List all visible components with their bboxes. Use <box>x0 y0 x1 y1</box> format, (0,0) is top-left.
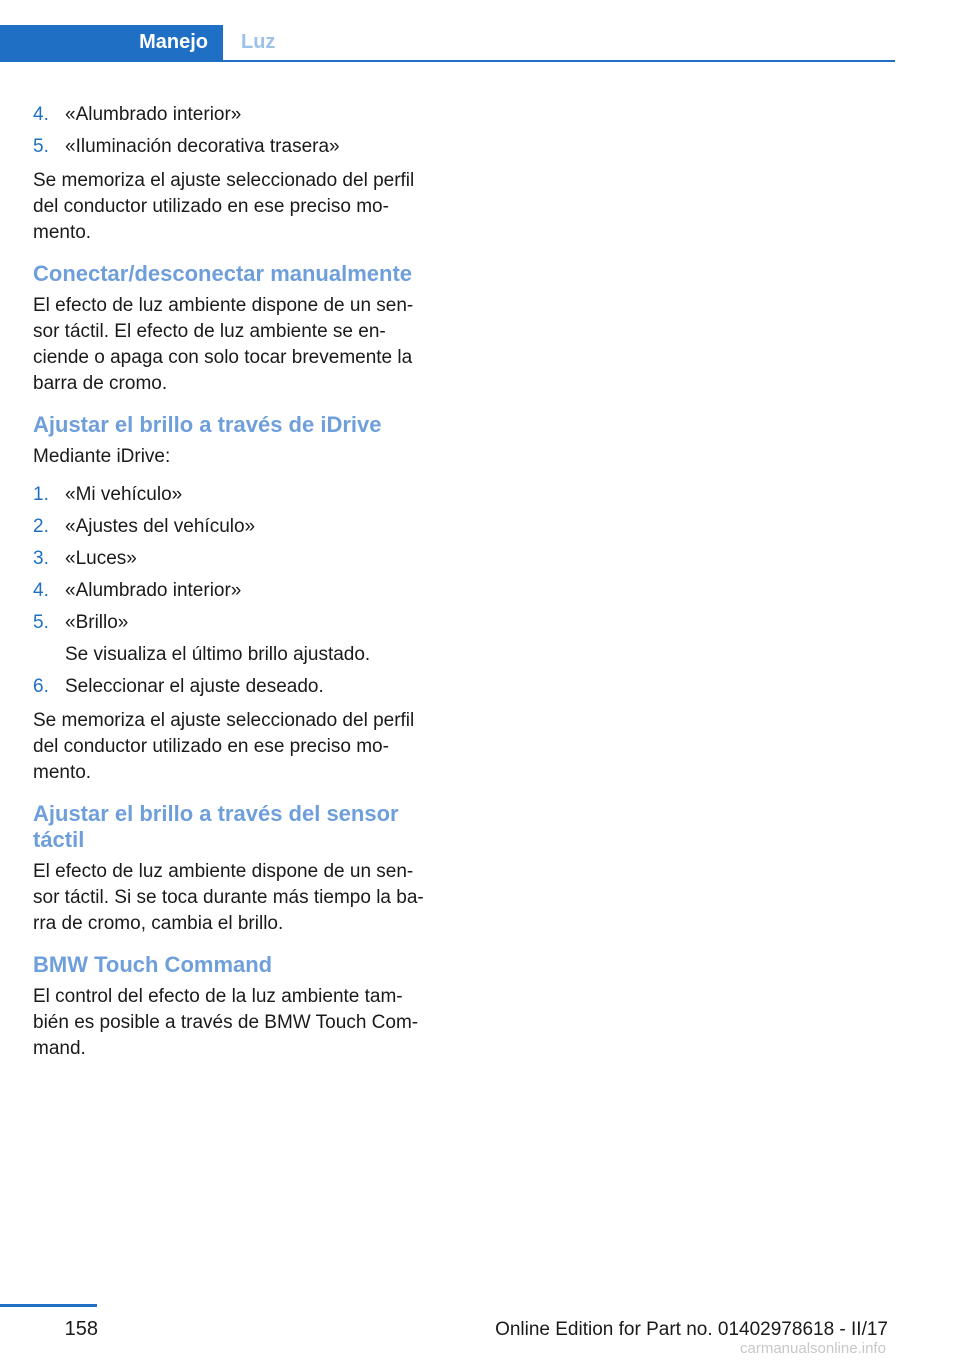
paragraph-sensor: El efecto de luz ambiente dispone de un sen- sor táctil. Si se toca durante más tiempo la ba- rra de cromo, cambia el brillo. <box>33 861 424 934</box>
header-divider <box>0 60 895 62</box>
list-item <box>33 102 443 134</box>
list-text: «Mi vehículo» <box>65 484 183 505</box>
heading-touch-command: BMW Touch Command <box>33 952 273 977</box>
list-number: 1. <box>33 484 49 505</box>
list-text: Seleccionar el ajuste deseado. <box>65 676 324 697</box>
list-item <box>33 546 443 578</box>
paragraph-memorize-1: Se memoriza el ajuste seleccionado del perfil del conductor utilizado en ese preciso mo- mento. <box>33 170 415 243</box>
list-number: 2. <box>33 516 49 537</box>
list-number: 5. <box>33 136 49 157</box>
list-text: «Luces» <box>65 548 137 569</box>
tab-manejo-label: Manejo <box>139 31 208 53</box>
tab-manejo[interactable] <box>0 25 223 60</box>
list-number: 4. <box>33 104 49 125</box>
main-content <box>33 102 443 1062</box>
paragraph-touch-command: El control del efecto de la luz ambiente tam- bién es posible a través de BMW Touch Com- mand. <box>33 986 419 1059</box>
paragraph-manual: El efecto de luz ambiente dispone de un sen- sor táctil. El efecto de luz ambiente se en- ciende o apaga con solo tocar brevemente la barra de cromo. <box>33 295 414 394</box>
heading-sensor: Ajustar el brillo a través del sensor táctil <box>33 801 399 852</box>
heading-manual: Conectar/desconectar manualmente <box>33 261 413 286</box>
list-item <box>33 514 443 546</box>
page-header <box>0 0 895 62</box>
list-text: «Brillo» <box>65 612 129 633</box>
list-number: 5. <box>33 612 49 633</box>
list-item <box>33 482 443 514</box>
list-item-note: Se visualiza el último brillo ajustado. <box>65 644 371 665</box>
list-number: 4. <box>33 580 49 601</box>
list-text: «Iluminación decorativa trasera» <box>65 136 340 157</box>
paragraph-memorize-2: Se memoriza el ajuste seleccionado del perfil del conductor utilizado en ese preciso mo- mento. <box>33 710 415 783</box>
watermark: carmanualsonline.info <box>740 1340 886 1357</box>
list-item <box>33 674 443 706</box>
list-text: «Alumbrado interior» <box>65 580 242 601</box>
list-item <box>33 578 443 610</box>
list-item <box>33 610 443 642</box>
list-text: «Ajustes del vehículo» <box>65 516 256 537</box>
list-number: 6. <box>33 676 49 697</box>
footer-divider <box>0 1304 97 1307</box>
tab-luz[interactable] <box>223 25 895 60</box>
list-number: 3. <box>33 548 49 569</box>
list-item <box>33 134 443 166</box>
paragraph-idrive-intro: Mediante iDrive: <box>33 446 171 467</box>
heading-idrive: Ajustar el brillo a través de iDrive <box>33 412 382 437</box>
list-text: «Alumbrado interior» <box>65 104 242 125</box>
page-number: 158 <box>64 1318 98 1340</box>
footer-edition: Online Edition for Part no. 01402978618 - II/17 <box>495 1319 888 1340</box>
tab-luz-label: Luz <box>241 31 276 53</box>
